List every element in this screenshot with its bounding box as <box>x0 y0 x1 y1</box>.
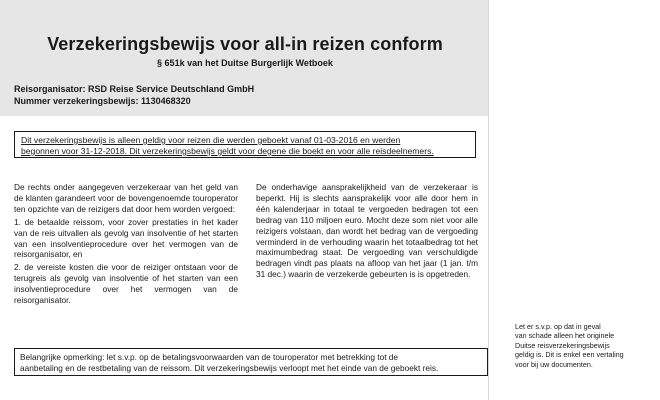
validity-line-2: begonnen voor 31-12-2018. Dit verzekeringsbewijs geldt voor degene die boekt en voor alle reisdeelnemers. <box>21 146 434 156</box>
right-column <box>256 182 478 280</box>
side-note-line-5: voor bij uw documenten. <box>515 359 593 369</box>
side-note-line-2: van schade alleen het originele <box>515 331 615 341</box>
validity-line-1: Dit verzekeringsbewijs is alleen geldig voor reizen die werden geboekt vanaf 01-03-2016 en werden <box>21 135 401 145</box>
page-title: Verzekeringsbewijs voor all-in reizen conform <box>47 34 443 54</box>
left-paragraph-1: De rechts onder aangegeven verzekeraar van het geld van de klanten garandeert voor de bovengenoemde touroperator ten opzichte van de reizigers dat door hem worden vergoed: <box>14 182 238 214</box>
left-paragraph-2: 1. de betaalde reissom, voor zover prestaties in het kader van de reis uitvallen als gevolg van insolventie of het starten van een insolventieprocedure over het vermogen van de reisorganisator, en <box>14 216 238 260</box>
validity-box <box>14 131 476 158</box>
side-note-line-1: Let er s.v.p. op dat in geval <box>515 322 601 331</box>
certificate-number: Nummer verzekeringsbewijs: 1130468320 <box>14 96 191 106</box>
right-paragraph-1: De onderhavige aansprakelijkheid van de verzekeraar is beperkt. Hij is slechts aansprakelijk voor alle door hem in één kalenderjaar in totaal te vergoeden bedragen tot een bedrag van 110 miljoen euro. Mocht deze som niet voor alle reizigers volstaan, dan wordt het bedrag van de vergoeding verminderd in de verhouding waarin het totaalbedrag tot het maximumbedrag staat. De vergoeding van verschuldigde bedragen vindt pas plaats na afloop van het jaar (1 jan. t/m 31 dec.) waarin de verzekerde gebeurten is is opgetreden. <box>256 182 478 280</box>
tour-organizer: Reisorganisator: RSD Reise Service Deutschland GmbH <box>14 84 255 94</box>
important-note-box <box>14 348 488 376</box>
side-note-line-4: geldig is. Dit is enkel een vertaling <box>515 350 624 360</box>
translation-side-note <box>515 322 653 369</box>
note-line-2: aanbetaling en de restbetaling van de reissom. Dit verzekeringsbewijs verloopt met het einde van de geboekt reis. <box>20 363 439 373</box>
left-paragraph-3: 2. de vereiste kosten die voor de reiziger ontstaan voor de terugreis als gevolg van insolventie of het starten van een insolventieprocedure over het vermogen van de reisorganisator. <box>14 262 238 306</box>
note-line-1: Belangrijke opmerking: let s.v.p. op de betalingsvoorwaarden van de touroperator met betrekking tot de <box>20 352 399 362</box>
page-divider <box>488 0 489 400</box>
header-band <box>0 0 488 116</box>
page-subtitle: § 651k van het Duitse Burgerlijk Wetboek <box>157 58 333 68</box>
side-note-line-3: Duitse reisverzekeringsbewijs <box>515 340 610 350</box>
left-column <box>14 182 238 306</box>
